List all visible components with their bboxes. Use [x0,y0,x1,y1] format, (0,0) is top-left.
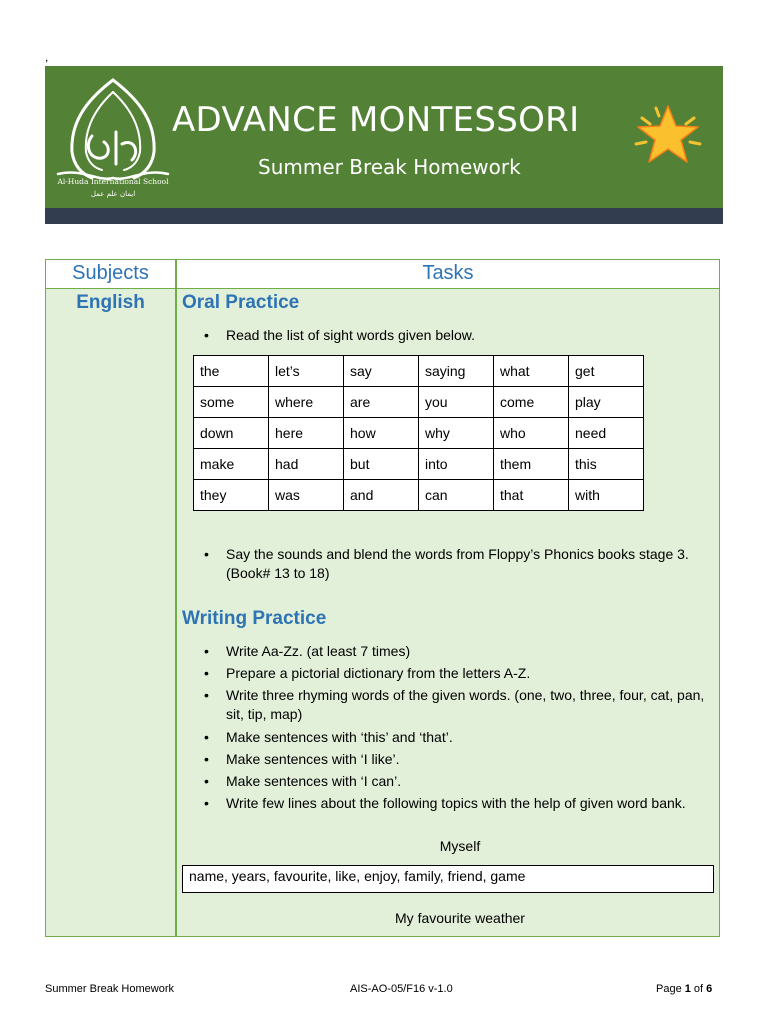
sight-word-cell: they [194,480,269,511]
footer-page-number [656,983,712,995]
sight-word-cell: need [569,418,644,449]
sight-word-cell: come [494,387,569,418]
sight-word-cell: you [419,387,494,418]
tasks-header: Tasks [422,262,474,284]
oral-bullet-phonics: • Say the sounds and blend the words from Floppy’s Phonics books stage 3. (Book# 13 to 18) [202,545,712,583]
oral-practice-heading: Oral Practice [182,292,300,313]
logo-school-text: Al-Huda International School [57,177,169,186]
writing-bullet: • Write three rhyming words of the given words. (one, two, three, four, cat, pan, sit, tip, map) [202,686,712,724]
page-subtitle: Summer Break Homework [258,155,521,179]
sight-word-cell: where [269,387,344,418]
writing-bullet: • Write few lines about the following topics with the help of given word bank. [202,794,712,813]
sight-words-table [193,355,644,511]
writing-bullet: • Make sentences with ‘I can’. [202,772,712,791]
sight-word-cell: some [194,387,269,418]
table-row [194,480,644,511]
sight-word-cell: are [344,387,419,418]
table-row [194,449,644,480]
topic-weather: My favourite weather [395,910,525,926]
sight-word-cell: into [419,449,494,480]
homework-table [45,259,720,937]
sight-word-cell: let’s [269,356,344,387]
sight-word-cell: with [569,480,644,511]
table-row [194,418,644,449]
footer-form-code: AIS-AO-05/F16 v-1.0 [350,983,453,995]
sight-word-cell: why [419,418,494,449]
topic-myself: Myself [439,838,481,854]
sight-word-cell: and [344,480,419,511]
sight-word-cell: down [194,418,269,449]
sight-word-cell: them [494,449,569,480]
table-row [194,356,644,387]
sight-word-cell: how [344,418,419,449]
sight-word-cell: was [269,480,344,511]
sight-word-cell: play [569,387,644,418]
word-bank-box: name, years, favourite, like, enjoy, family, friend, game [182,865,714,893]
logo-motto-text: ایمان علم عمل [90,190,136,198]
table-row [194,387,644,418]
sight-word-cell: saying [419,356,494,387]
sight-word-cell: get [569,356,644,387]
stray-mark: , [45,50,49,64]
sight-word-cell: can [419,480,494,511]
school-logo [52,74,174,202]
sight-word-cell: make [194,449,269,480]
writing-bullet: • Make sentences with ‘this’ and ‘that’. [202,728,712,747]
writing-bullet: • Write Aa-Zz. (at least 7 times) [202,642,712,661]
page-prefix: Page [656,983,685,995]
oral-bullet-read: • Read the list of sight words given below. [202,326,702,345]
sight-word-cell: had [269,449,344,480]
page-total: 6 [706,983,713,995]
page-current: 1 [684,983,691,995]
sight-word-cell: the [194,356,269,387]
writing-bullet: • Make sentences with ‘I like’. [202,750,712,769]
star-icon [626,100,710,172]
column-divider [175,260,177,936]
header-strip [45,208,723,224]
subjects-header: Subjects [72,262,149,284]
subject-english: English [76,292,145,313]
footer-left: Summer Break Homework [45,983,174,995]
page-title: ADVANCE MONTESSORI [172,100,580,140]
sight-word-cell: who [494,418,569,449]
sight-word-cell: what [494,356,569,387]
page-mid: of [690,983,707,995]
writing-bullet: • Prepare a pictorial dictionary from the letters A-Z. [202,664,712,683]
sight-word-cell: say [344,356,419,387]
writing-practice-heading: Writing Practice [182,608,327,629]
sight-word-cell: but [344,449,419,480]
table-header-row [46,260,719,289]
sight-word-cell: here [269,418,344,449]
sight-word-cell: that [494,480,569,511]
sight-word-cell: this [569,449,644,480]
